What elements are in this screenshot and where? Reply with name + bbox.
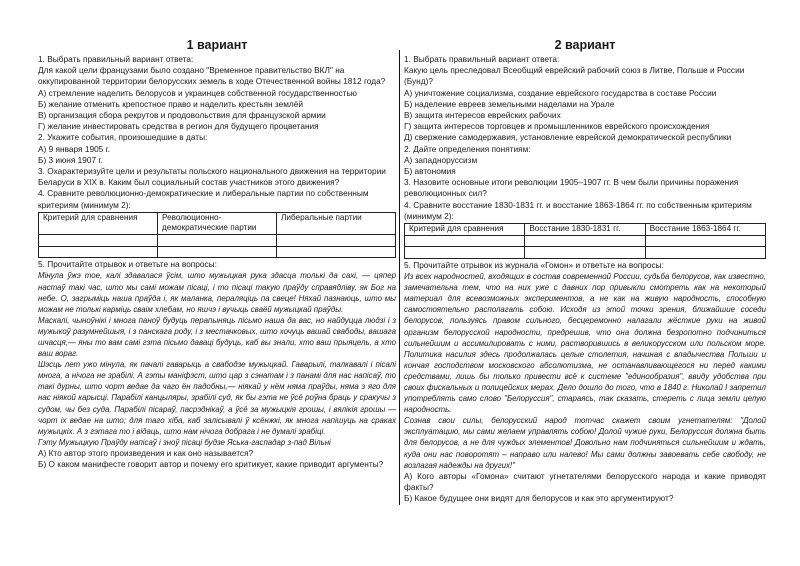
table-row (405, 235, 766, 247)
table-header-cell: Восстание 1830-1831 гг. (525, 224, 645, 236)
v2-q3: 3. Назовите основные итоги революции 1905–1907 гг. В чем были причины поражения революционных сил? (404, 177, 739, 199)
v1-excerpt-paragraph: Шэсць лет ужо мінула, як пачалі гаварыць а свабодзе мужыцкай. Гаварылі, талкавалі і пісалі многа, а нічога не зрабілі. А гэты маніфэст, што цар з сэнатам і з панамі для нас напісаў, то такі дурны, што чорт ведае да чаго ён падобны,— ніякай у нём няма праўды, няма з яго для нас ніякой карысці. Парабілі канцыляры, зрабілі суд, як бы гэта не ўсё роўна браць у сракучы з судом, чы без суда. Парабілі пісараў, пасрэднікаў, а ўсё за мужыцкія грошы, і вялікія грошы — чорт іх ведае на што; для таго хіба, каб залісывалі ў ксёнжкі, як многа напішуць на сраках мужыцкіх. А з гэтага то і відаць, што нам нічога добрага і не думалі зрабіці. (38, 360, 396, 436)
v2-q1-option: А) уничтожение социализма, создание еврейского государства в составе России (404, 87, 717, 98)
v2-q1-label: 1. Выбрать правильный вариант ответа: (404, 54, 560, 64)
variant-2-column (404, 38, 766, 504)
table-header-row (39, 212, 396, 234)
v2-q5-b: Б) Какое будущее они видят для белорусов и как это аргументируют? (404, 493, 674, 504)
v1-q1-option: А) стремление наделить белорусов и украинцев собственной государственностью (38, 87, 358, 98)
v2-q2-item: Б) автономия (404, 166, 456, 177)
v2-q2-label: 2. Дайте определения понятиям: (404, 143, 531, 154)
v1-q1-option: В) организация сбора рекрутов и продовольствия для французской армии (38, 110, 326, 121)
variant-1-title: 1 вариант (186, 38, 248, 52)
v2-q1-option: Г) защита интересов торговцев и промышленников еврейского происхождения (404, 121, 710, 132)
table-cell (277, 246, 396, 258)
v1-q5-b: Б) О каком манифесте говорит автор и почему его критикует, какие приводит аргументы? (38, 459, 384, 470)
variant-2-title: 2 вариант (554, 38, 616, 52)
v1-q4: 4. Сравните революционно-демократические и либеральные партии по собственным критериям (минимум 2): (38, 188, 369, 210)
v1-q1-question: Для какой цели французами было создано "Временное правительство ВКЛ" на оккупированной территории белорусских земель в ходе Отечественной войны 1812 года? (38, 65, 386, 87)
v2-q1-question: Какую цель преследовал Всеобщий еврейский рабочий союз в Литве, Польше и России (Бунд)? (404, 65, 745, 87)
v1-q1-label: 1. Выбрать правильный вариант ответа: (38, 54, 194, 64)
v1-q2-item: А) 9 января 1905 г. (38, 143, 110, 154)
table-row (39, 235, 396, 247)
table-header-row (405, 224, 766, 236)
v2-q1-option: Б) наделение евреев земельными наделами на Урале (404, 98, 615, 109)
v2-q4: 4. Сравните восстание 1830-1831 гг. и восстание 1863-1864 гг. по собственным критериям (минимум 2): (404, 199, 752, 221)
table-cell (405, 247, 525, 259)
table-cell (277, 235, 396, 247)
v1-excerpt-paragraph: Маскалі, чыноўнікі і многа паноў будуць перапыняць пісьмо наша да вас, но найдуцца людзі і з мужыкоў разумнейшыя, і з панскага роду, і з местачковых, што хочуць вашай свабоды, вашага шчасця,— яны то вам самі гэта пісьмо даваці будуць, каб вы знали, хто ваш прыяцель, а хто ваш вораг. (38, 315, 396, 359)
table-cell (158, 246, 277, 258)
table-cell (39, 235, 158, 247)
table-cell (645, 247, 765, 259)
v1-q2-item: Б) 3 июня 1907 г. (38, 154, 103, 165)
table-cell (39, 246, 158, 258)
variant-1-column (38, 38, 396, 470)
v2-comparison-table (404, 223, 766, 259)
table-cell (525, 247, 645, 259)
table-header-cell: Критерий для сравнения (39, 212, 158, 234)
table-row (405, 247, 766, 259)
v1-q1-option: Г) желание инвестировать средства в регион для будущего процветания (38, 121, 319, 132)
v1-comparison-table (38, 212, 396, 258)
v2-q5-label: 5. Прочитайте отрывок из журнала «Гомон» и ответьте на вопросы: (404, 259, 664, 270)
column-divider (399, 50, 400, 505)
table-cell (525, 235, 645, 247)
table-header-cell: Восстание 1863-1864 гг. (645, 224, 765, 236)
v2-q5-a: А) Кого авторы «Гомона» считают угнетателями белорусского народа и какие приводят факты? (404, 470, 766, 492)
table-cell (645, 235, 765, 247)
table-row (39, 246, 396, 258)
v2-q1-option: В) защита интересов еврейских рабочих (404, 110, 561, 121)
v2-excerpt-paragraph: Из всех народностей, входящих в состав современной России, судьба белорусов, как известно, замечательна тем, что на них уже с давних пор привыкли смотреть как на некоторый материал для всевозможных экспериментов, а не как на живую народность, способную самостоятельно располагать собою. Исходя из этой точки зрения, ближайшие соседи белорусов, пользуясь правом сильного, бесцеремонно налагали жёсткие руки на живой организм белорусской народности, предрешив, что она должна безропотно подчиниться сильнейшим и ассимилировать с ними, растворившись в великорусском или польском море. Политика насилия здесь продолжалась целые столетия, начиная с владычества Польши и кончая господством московского абсолютизма, не останавливающегося ни перед какими средствами, лишь бы только привести всё к системе "единообразия", ввиду удобства при своих фискальных и полицейских мерах. Дело дошло до того, что в 1840 г. Николай I запретил употреблять само слово "Белоруссия", стараясь, так сказать, стереть с лица земли целую народность. (404, 272, 766, 415)
v1-excerpt-paragraph: Мінула ўжэ тое, калі здавалася ўсім, што мужыцкая рука здасца толькі да сахі, — цяпер настаў такі час, што мы самі можам пісаці, і то пісаці такую праўду справядліву, як Бог на небе. О, загрыміць наша праўда і, як маланка, пераляціць па свеце! Няхай пазнаюць, што мы можам не толькі карміць сваім хлебам, но яшчэ і вучыць сваёй мужыцкай праўды. (38, 271, 396, 314)
v1-q3: 3. Охарактеризуйте цели и результаты польского национального движения на территории Беларуси в XIX в. Каким был социальный состав участников этого движения? (38, 166, 386, 188)
table-header-cell: Критерий для сравнения (405, 224, 525, 236)
v2-q1-option: Д) свержение самодержавия, установление еврейской демократической республики (404, 132, 732, 143)
table-header-cell: Либеральные партии (277, 212, 396, 234)
table-cell (405, 235, 525, 247)
v2-q2-item: А) западноруссизм (404, 154, 478, 165)
v1-q5-label: 5. Прочитайте отрывок и ответьте на вопросы: (38, 259, 217, 270)
v1-excerpt-signature: Гэту Мужыцкую Праўду напісаў і зноў пісаці будзе Яська-гаспадар з-пад Вільні (38, 437, 331, 447)
table-cell (158, 235, 277, 247)
v2-excerpt-paragraph: Сознав свои силы, белорусский народ тотчас скажет своим угнетателям: "Долой эксплуатацию, мы сами желаем управлять собою! Долой чужие руки, Белоруссия должна быть для белорусов, а не для чуждых элементов! Довольно нам подчиняться сильнейшим и ждать, куда они нас поворотят – направо или налево! Мы сами должны завоевать себе свободу, не возлагая надежды на других!" (404, 416, 766, 470)
v1-q2-label: 2. Укажите события, произошедшие в даты: (38, 132, 208, 143)
table-header-cell: Революционно-демократические партии (158, 212, 277, 234)
v1-q5-a: А) Кто автор этого произведения и как оно называется? (38, 447, 254, 458)
v1-q1-option: Б) желание отменить крепостное право и наделить крестьян землёй (38, 98, 304, 109)
